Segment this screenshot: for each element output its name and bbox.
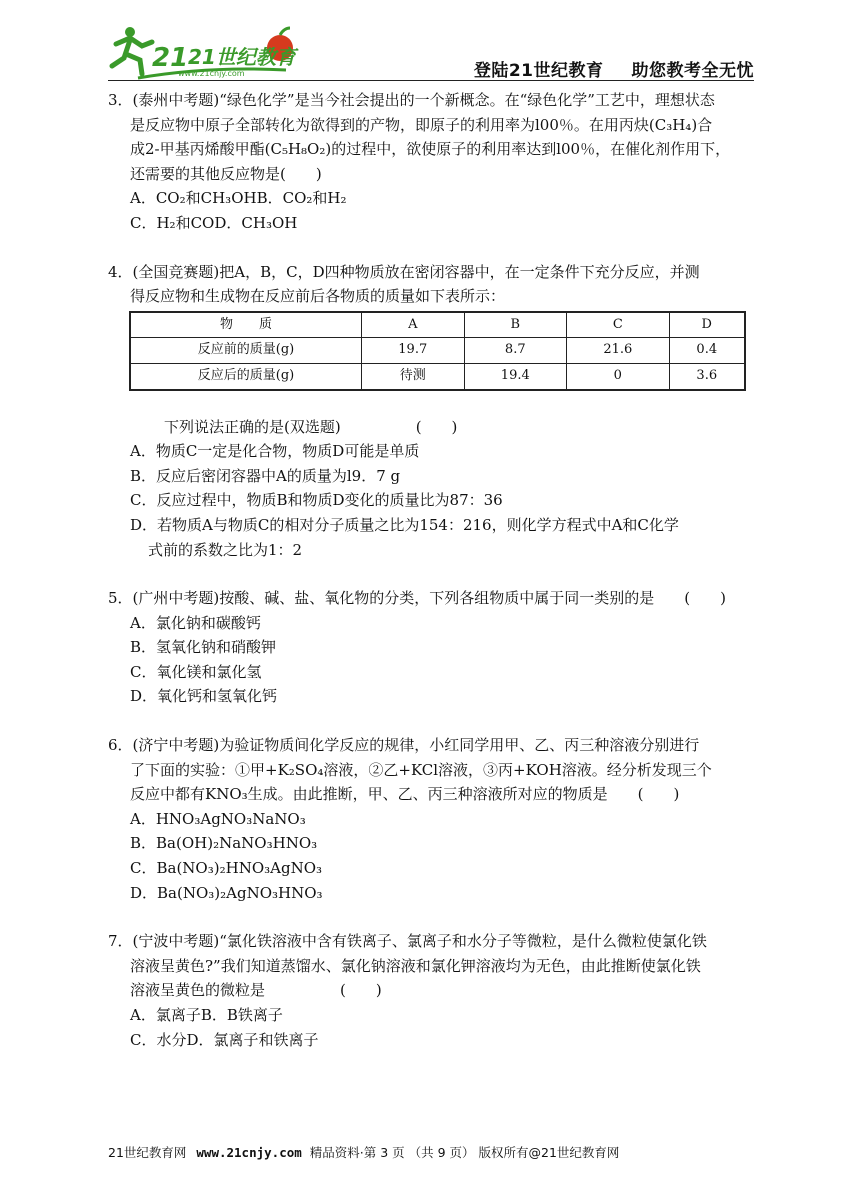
question-5-option-a: A．氯化钠和碳酸钙 (130, 613, 261, 632)
question-3-option-c: C．H₂和CO (130, 213, 215, 232)
question-5 (108, 586, 754, 709)
question-4-option-d-line-2: 式前的系数之比为1：2 (148, 540, 303, 559)
mass-table (129, 311, 746, 391)
table-cell: 0 (567, 363, 670, 389)
question-4-line-2: 得反应物和生成物在反应前后各物质的质量如下表所示： (130, 287, 506, 306)
table-cell: 0.4 (669, 338, 745, 364)
question-6-option-d (108, 881, 754, 906)
option-c-item-1: C．Ba(NO₃)₂ (130, 859, 226, 878)
question-5-option-b: B．氢氧化钠和硝酸钾 (130, 638, 277, 657)
question-5-option-c: C．氧化镁和氯化氢 (130, 662, 262, 681)
header-rule (108, 80, 754, 81)
table-header-cell: D (669, 312, 745, 338)
question-7-line-2: 溶液呈黄色?”我们知道蒸馏水、氯化钠溶液和氯化钾溶液均为无色，由此推断使氯化铁 (130, 956, 701, 975)
option-a-item-3: NaNO₃ (252, 809, 306, 828)
question-6 (108, 733, 754, 905)
question-list (108, 88, 754, 1052)
option-c-item-2: HNO₃ (225, 859, 271, 878)
table-row (130, 338, 745, 364)
option-b-item-3: HNO₃ (272, 834, 318, 853)
runner-logo-icon (108, 20, 308, 82)
header-slogan (474, 56, 754, 81)
footer-left: 21世纪教育网 (108, 1145, 187, 1160)
question-3-option-d: D．CH₃OH (214, 213, 298, 232)
question-6-option-c (108, 856, 754, 881)
question-4-option-a: A．物质C一定是化合物，物质D可能是单质 (130, 442, 420, 461)
question-4-option-b: B．反应后密闭容器中A的质量为l9．7 g (130, 466, 401, 485)
question-4 (108, 260, 754, 563)
table-cell: 反应前的质量(g) (130, 338, 362, 364)
table-cell: 反应后的质量(g) (130, 363, 362, 389)
table-header-cell: 物 质 (130, 312, 362, 338)
svg-text:www.21cnjy.com: www.21cnjy.com (178, 69, 245, 78)
question-3-option-b: B．CO₂和H₂ (256, 189, 347, 208)
option-d-item-2: AgNO₃ (226, 883, 279, 902)
svg-text:21: 21 (152, 43, 189, 73)
option-a-item-1: A．HNO₃ (130, 809, 201, 828)
question-7-options-ab (108, 1003, 754, 1028)
option-b-item-1: B．Ba(OH)₂ (130, 834, 220, 853)
question-6-line-1: 6．(济宁中考题)为验证物质间化学反应的规律，小红同学用甲、乙、丙三种溶液分别进行 (108, 736, 700, 755)
table-cell: 8.7 (464, 338, 567, 364)
question-4-option-d-line-1: D．若物质A与物质C的相对分子质量之比为154：216，则化学方程式中A和C化学 (130, 515, 679, 534)
question-5-line-1: 5．(广州中考题)按酸、碱、盐、氧化物的分类，下列各组物质中属于同一类别的是 ( ) (108, 589, 726, 608)
header-slogan-left: 登陆21世纪教育 (473, 61, 604, 81)
question-6-option-b (108, 831, 754, 856)
table-cell: 3.6 (669, 363, 745, 389)
table-header-row (130, 312, 745, 338)
svg-text:21世纪教育: 21世纪教育 (188, 45, 296, 69)
question-3-options-ab (108, 186, 754, 211)
question-3-line-4: 还需要的其他反应物是( ) (130, 164, 322, 183)
question-7-option-c: C．水分 (130, 1030, 187, 1049)
question-7-line-1: 7．(宁波中考题)“氯化铁溶液中含有铁离子、氯离子和水分子等微粒，是什么微粒使氯化铁 (108, 932, 707, 951)
page-footer (108, 1143, 758, 1161)
option-a-item-2: AgNO₃ (200, 809, 253, 828)
question-7-option-d: D．氯离子和铁离子 (186, 1030, 319, 1049)
question-6-option-a (108, 807, 754, 832)
header-slogan-right: 助您教考全无忧 (631, 61, 754, 81)
question-4-prompt: 下列说法正确的是(双选题) ( ) (164, 417, 458, 436)
option-c-item-3: AgNO₃ (270, 859, 323, 878)
table-cell: 19.7 (362, 338, 465, 364)
option-d-item-1: D．Ba(NO₃)₂ (130, 883, 227, 902)
table-header-cell: A (362, 312, 465, 338)
footer-site-link[interactable]: www.21cnjy.com (196, 1145, 302, 1160)
footer-right: 精品资料·第 3 页 （共 9 页） 版权所有@21世纪教育网 (309, 1145, 620, 1160)
question-3-line-2: 是反应物中原子全部转化为欲得到的产物，即原子的利用率为l00％。在用丙炔(C₃H₄)合 (130, 115, 713, 134)
question-3 (108, 88, 754, 236)
question-7-options-cd (108, 1028, 754, 1053)
question-4-line-1: 4．(全国竞赛题)把A，B，C，D四种物质放在密闭容器中，在一定条件下充分反应，并测 (108, 262, 700, 281)
table-row (130, 363, 745, 389)
question-3-options-cd (108, 211, 754, 236)
question-3-line-1: 3．(泰州中考题)“绿色化学”是当今社会提出的一个新概念。在“绿色化学”工艺中，理想状态 (108, 91, 715, 109)
table-cell: 21.6 (567, 338, 670, 364)
question-6-line-2: 了下面的实验：①甲+K₂SO₄溶液，②乙+KCl溶液，③丙+KOH溶液。经分析发现三个 (130, 760, 712, 779)
table-header-cell: B (464, 312, 567, 338)
question-4-option-c: C．反应过程中，物质B和物质D变化的质量比为87：36 (130, 491, 503, 510)
option-b-item-2: NaNO₃ (219, 834, 273, 853)
question-7 (108, 929, 754, 1052)
question-5-option-d: D．氧化钙和氢氧化钙 (130, 687, 278, 706)
question-3-line-3: 成2-甲基丙烯酸甲酯(C₅H₈O₂)的过程中，欲使原子的利用率达到l00％，在催化剂作用下， (130, 140, 731, 159)
table-cell: 19.4 (464, 363, 567, 389)
question-7-option-a: A．氯离子 (130, 1006, 201, 1024)
option-d-item-3: HNO₃ (278, 883, 323, 902)
question-7-line-3: 溶液呈黄色的微粒是 ( ) (130, 981, 382, 1000)
table-cell: 待测 (362, 363, 465, 389)
question-6-line-3: 反应中都有KNO₃生成。由此推断，甲、乙、丙三种溶液所对应的物质是 ( ) (130, 785, 680, 804)
question-7-option-b: B．B铁离子 (200, 1006, 283, 1024)
table-header-cell: C (567, 312, 670, 338)
logo (108, 20, 308, 82)
question-3-option-a: A．CO₂和CH₃OH (130, 189, 257, 208)
